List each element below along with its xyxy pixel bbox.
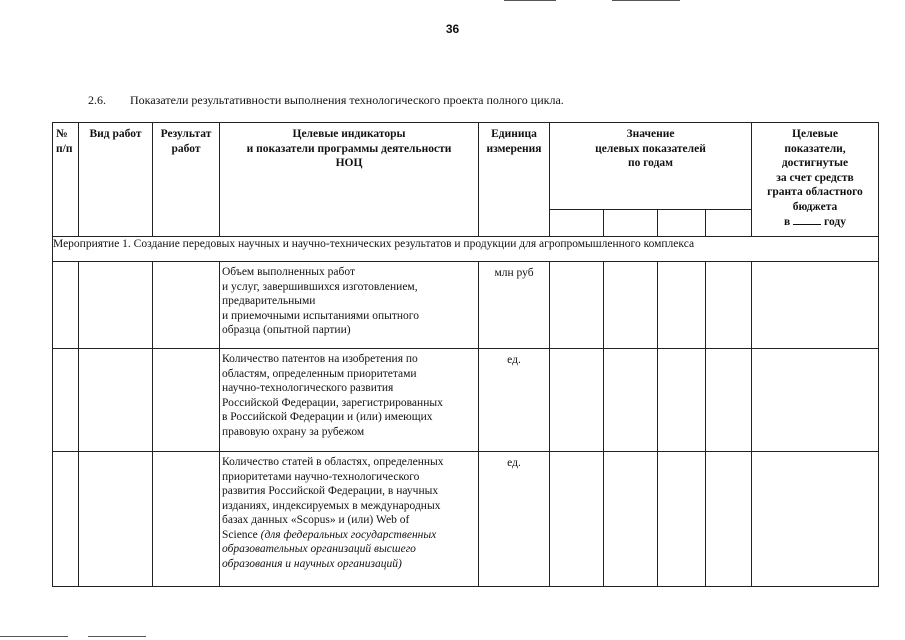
table-cell: [79, 349, 153, 452]
header-no: № п/п: [53, 123, 79, 237]
table-cell: [550, 262, 604, 349]
table-cell: [604, 452, 658, 587]
page-number: 36: [445, 22, 460, 36]
indicators-table: [52, 122, 879, 587]
header-indicators: Целевые индикаторы и показатели программы деятельности НОЦ: [220, 123, 479, 237]
year-cell: [706, 210, 752, 237]
table-row: [53, 349, 879, 452]
scan-mark-bottom-left: [0, 636, 68, 637]
table-cell: [550, 349, 604, 452]
section-heading: [88, 93, 564, 108]
unit-cell: млн руб: [479, 262, 550, 349]
year-cell: [604, 210, 658, 237]
year-cell: [550, 210, 604, 237]
section-title: Показатели результативности выполнения технологического проекта полного цикла.: [130, 93, 564, 107]
header-work-type: Вид работ: [79, 123, 153, 237]
table-cell: [53, 262, 79, 349]
table-row: [53, 262, 879, 349]
header-row: [53, 123, 879, 210]
table-cell: [153, 452, 220, 587]
table-row: [53, 452, 879, 587]
table-cell: [752, 262, 879, 349]
table-cell: [706, 349, 752, 452]
table-cell: [153, 349, 220, 452]
table-cell: [658, 452, 706, 587]
table-cell: [153, 262, 220, 349]
unit-cell: ед.: [479, 452, 550, 587]
header-unit: Единица измерения: [479, 123, 550, 237]
table-cell: [706, 452, 752, 587]
table-cell: [79, 452, 153, 587]
indicator-cell: Объем выполненных работ и услуг, завершившихся изготовлением, предварительными и приемочными испытаниями опытного образца (опытной партии): [220, 262, 479, 349]
table-cell: [604, 349, 658, 452]
indicator-cell: Количество статей в областях, определенных приоритетами научно-технологического развития Российской Федерации, в научных изданиях, индексируемых в международных базах данных «Scopus» и (или) Web of Science (для федеральных государственных образовательных организаций высшего образования и научных организаций): [220, 452, 479, 587]
table-cell: [79, 262, 153, 349]
year-blank: [793, 214, 821, 225]
header-work-result: Результат работ: [153, 123, 220, 237]
header-target-grant: Целевые показатели, достигнутые за счет средств гранта областного бюджета в году: [752, 123, 879, 237]
table-cell: [752, 349, 879, 452]
section-number: 2.6.: [88, 93, 106, 107]
table-cell: [53, 452, 79, 587]
scan-mark-top-right: [612, 0, 680, 1]
table-cell: [658, 262, 706, 349]
table-cell: [604, 262, 658, 349]
table-cell: [706, 262, 752, 349]
scan-mark-bottom: [88, 636, 146, 637]
indicator-cell: Количество патентов на изобретения по областям, определенным приоритетами научно-технологического развития Российской Федерации, зарегистрированных в Российской Федерации и (или) имеющих правовую охрану за рубежом: [220, 349, 479, 452]
unit-cell: ед.: [479, 349, 550, 452]
event-title: Мероприятие 1. Создание передовых научных и научно-технических результатов и продукции для агропромышленного комплекса: [53, 237, 879, 262]
event-row: [53, 237, 879, 262]
table-cell: [752, 452, 879, 587]
table-cell: [658, 349, 706, 452]
table-cell: [53, 349, 79, 452]
header-values-by-year: Значение целевых показателей по годам: [550, 123, 752, 210]
year-cell: [658, 210, 706, 237]
table-cell: [550, 452, 604, 587]
scan-mark-top: [504, 0, 556, 1]
